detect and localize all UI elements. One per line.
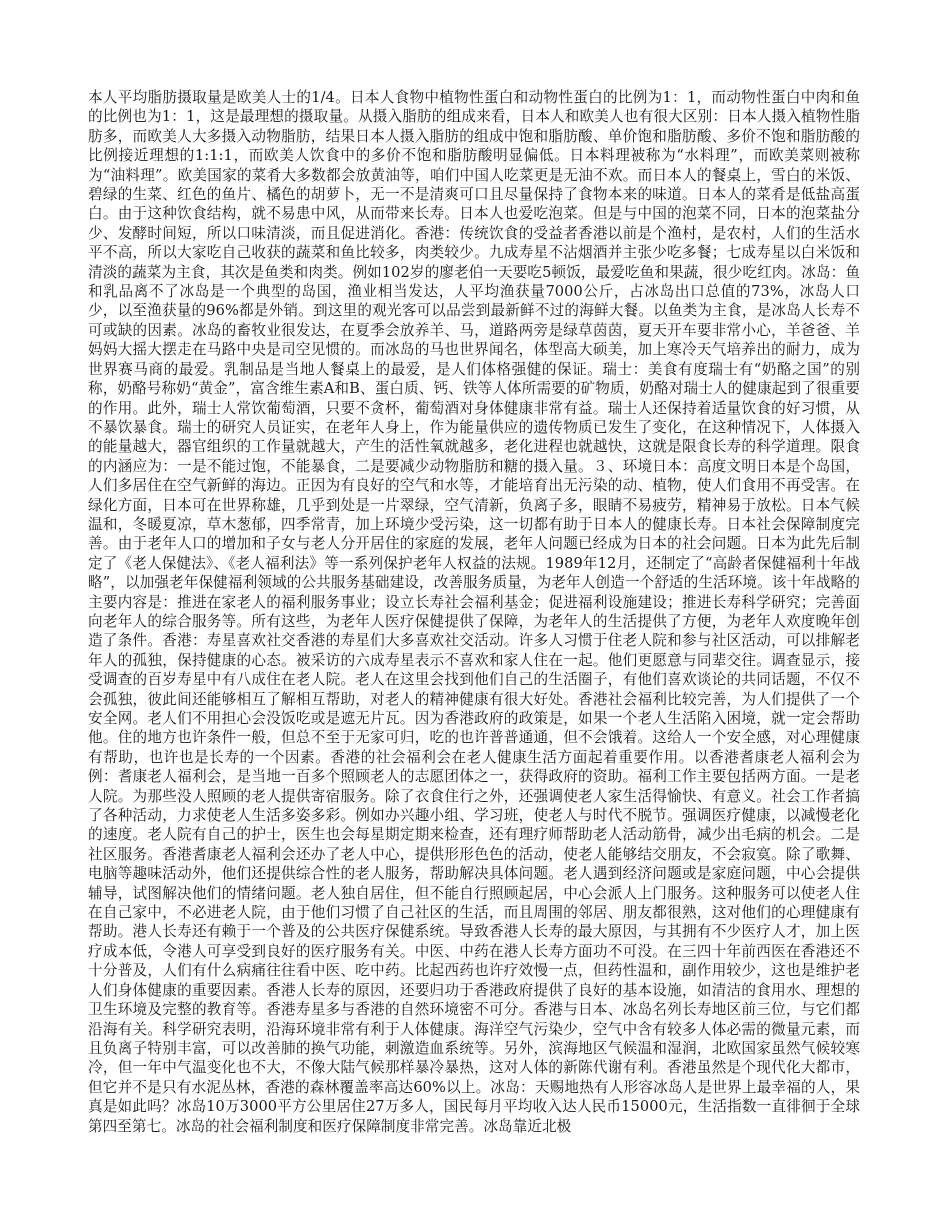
body-paragraph: 本人平均脂肪摄取量是欧美人士的1/4。日本人食物中植物性蛋白和动物性蛋白的比例为1：1，而动物性蛋白中肉和鱼的比例也为1：1，这是最理想的摄取量。从摄入脂肪的组成来看，日本人和欧美人也有很大区别：日本人摄入植物性脂肪多，而欧美人大多摄入动物脂肪，结果日本人摄入脂肪的组成中饱和脂肪酸、单价饱和脂肪酸、多价不饱和脂肪酸的比例接近理想的1:1:1，而欧美人饮食中的多价不饱和脂肪酸明显偏低。日本料理被称为“水料理”，而欧美菜则被称为“油料理”。欧美国家的菜肴大多数都会放黄油等，咱们中国人吃菜更是无油不欢。而日本人的餐桌上，雪白的米饭、碧绿的生菜、红色的鱼片、橘色的胡萝卜，无一不是清爽可口且尽量保持了食物本来的味道。日本人的菜肴是低盐高蛋白。由于这种饮食结构，就不易患中风，从而带来长寿。日本人也爱吃泡菜。但是与中国的泡菜不同，日本的泡菜盐分少、发酵时间短，所以口味清淡，而且促进消化。香港：传统饮食的受益者香港以前是个渔村，是农村，人们的生活水平不高，所以大家吃自己收获的蔬菜和鱼比较多，肉类较少。九成寿星不沾烟酒并主张少吃多餐；七成寿星以白米饭和清淡的蔬菜为主食，其次是鱼类和肉类。例如102岁的廖老伯一天要吃5顿饭，最爱吃鱼和果蔬，很少吃红肉。冰岛：鱼和乳品离不了冰岛是一个典型的岛国，渔业相当发达，人平均渔获量7000公斤，占冰岛出口总值的73%，冰岛人口少，以至渔获量的96%都是外销。到这里的观光客可以品尝到最新鲜不过的海鲜大餐。以鱼类为主食，是冰岛人长寿不可或缺的因素。冰岛的畜牧业很发达，在夏季会放养羊、马，道路两旁是绿草茵茵，夏天开车要非常小心，羊爸爸、羊妈妈大摇大摆走在马路中央是司空见惯的。而冰岛的马也世界闻名，体型高大硕美，加上寒冷天气培养出的耐力，成为世界赛马商的最爱。乳制品是当地人餐桌上的最爱，是人们体格强健的保证。瑞士：美食有度瑞士有“奶酪之国”的别称，奶酪号称奶“黄金”，富含维生素A和B、蛋白质、钙、铁等人体所需要的矿物质，奶酪对瑞士人的健康起到了很重要的作用。此外，瑞士人常饮葡萄酒，只要不贪杯，葡萄酒对身体健康非常有益。瑞士人还保持着适量饮食的好习惯，从不暴饮暴食。瑞士的研究人员证实，在老年人身上，作为能量供应的遗传物质已发生了变化，在这种情况下，人体摄入的能量越大，器官组织的工作量就越大，产生的活性氧就越多，老化进程也就越快，这就是限食长寿的科学道理。限食的内涵应为：一是不能过饱，不能暴食，二是要减少动物脂肪和糖的摄入量。３、环境日本：高度文明日本是个岛国，人们多居住在空气新鲜的海边。正因为有良好的空气和水等，才能培育出无污染的动、植物，使人们食用不再受害。在绿化方面，日本可在世界称雄，几乎到处是一片翠绿，空气清新，负离子多，眼睛不易疲劳，精神易于放松。日本气候温和，冬暖夏凉，草木葱郁，四季常青，加上环境少受污染，这一切都有助于日本人的健康长寿。日本社会保障制度完善。由于老年人口的增加和子女与老人分开居住的家庭的发展，老年人问题已经成为日本的社会问题。日本为此先后制定了《老人保健法》、《老人福利法》等一系列保护老年人权益的法规。1989年12月，还制定了“高龄者保健福利十年战略”，以加强老年保健福利领域的公共服务基础建设，改善服务质量，为老年人创造一个舒适的生活环境。该十年战略的主要内容是：推进在家老人的福利服务事业；设立长寿社会福利基金；促进福利设施建设；推进长寿科学研究；完善面向老年人的综合服务等。所有这些，为老年人医疗保健提供了保障，为老年人的生活提供了方便，为老年人欢度晚年创造了条件。香港：寿星喜欢社交香港的寿星们大多喜欢社交活动。许多人习惯于住老人院和参与社区活动，可以排解老年人的孤独，保持健康的心态。被采访的六成寿星表示不喜欢和家人住在一起。他们更愿意与同辈交往。调查显示，接受调查的百岁寿星中有八成住在老人院。老人在这里会找到他们自己的生活圈子，有他们喜欢谈论的共同话题，不仅不会孤独，彼此间还能够相互了解相互帮助，对老人的精神健康有很大好处。香港社会福利比较完善，为人们提供了一个安全网。老人们不用担心会没饭吃或是遮无片瓦。因为香港政府的政策是，如果一个老人生活陷入困境，就一定会帮助他。住的地方也许条件一般，但总不至于无家可归，吃的也许普普通通，但不会饿着。这给人一个安全感，对心理健康有帮助，也许也是长寿的一个因素。香港的社会福利会在老人健康生活方面起着重要作用。以香港耆康老人福利会为例：耆康老人福利会，是当地一百多个照顾老人的志愿团体之一，获得政府的资助。福利工作主要包括两方面。一是老人院。为那些没人照顾的老人提供寄宿服务。除了衣食住行之外，还强调使老人家生活得愉快、有意义。社会工作者搞了各种活动，力求使老人生活多姿多彩。例如办兴趣小组、学习班，使老人与时代不脱节。强调医疗健康，以减慢老化的速度。老人院有自己的护士，医生也会每星期定期来检查，还有理疗师帮助老人活动筋骨，减少出毛病的机会。二是社区服务。香港耆康老人福利会还办了老人中心，提供形形色色的活动，使老人能够结交朋友，不会寂寞。除了歌舞、电脑等趣味活动外，他们还提供综合性的老人服务，帮助解决具体问题。老人遇到经济问题或是家庭问题，中心会提供辅导，试图解决他们的情绪问题。老人独自居住，但不能自行照顾起居，中心会派人上门服务。这种服务可以使老人住在自己家中，不必进老人院，由于他们习惯了自己社区的生活，而且周围的邻居、朋友都很熟，这对他们的心理健康有帮助。港人长寿还有赖于一个普及的公共医疗保健系统。导致香港人长寿的最大原因，与其拥有不少医疗人才，加上医疗成本低，令港人可享受到良好的医疗服务有关。中医、中药在港人长寿方面功不可没。在三四十年前西医在香港还不十分普及，人们有什么病痛往往看中医、吃中药。比起西药也许疗效慢一点，但药性温和，副作用较少，这也是维护老人们身体健康的重要因素。香港人长寿的原因，还要归功于香港政府提供了良好的基本设施，如清洁的食用水、理想的卫生环境及完整的教育等。香港寿星多与香港的自然环境密不可分。香港与日本、冰岛名列长寿地区前三位，与它们都沿海有关。科学研究表明，沿海环境非常有利于人体健康。海洋空气污染少，空气中含有较多人体必需的微量元素，而且负离子特别丰富，可以改善肺的换气功能，刺激造血系统等。另外，滨海地区气候温和湿润，北欧国家虽然气候较寒冷，但一年中气温变化也不大，不像大陆气候那样暴冷暴热，这对人体的新陈代谢有利。香港虽然是个现代化大都市，但它并不是只有水泥丛林，香港的森林覆盖率高达60%以上。冰岛：天赐地热有人形容冰岛人是世界上最幸福的人，果真是如此吗？冰岛10万3000平方公里居住27万多人，国民每月平均收入达人民币15000元，生活指数一直徘徊于全球第四至第七。冰岛的社会福利制度和医疗保障制度非常完善。冰岛靠近北极 (88, 89, 860, 1135)
document-page (88, 88, 860, 1136)
